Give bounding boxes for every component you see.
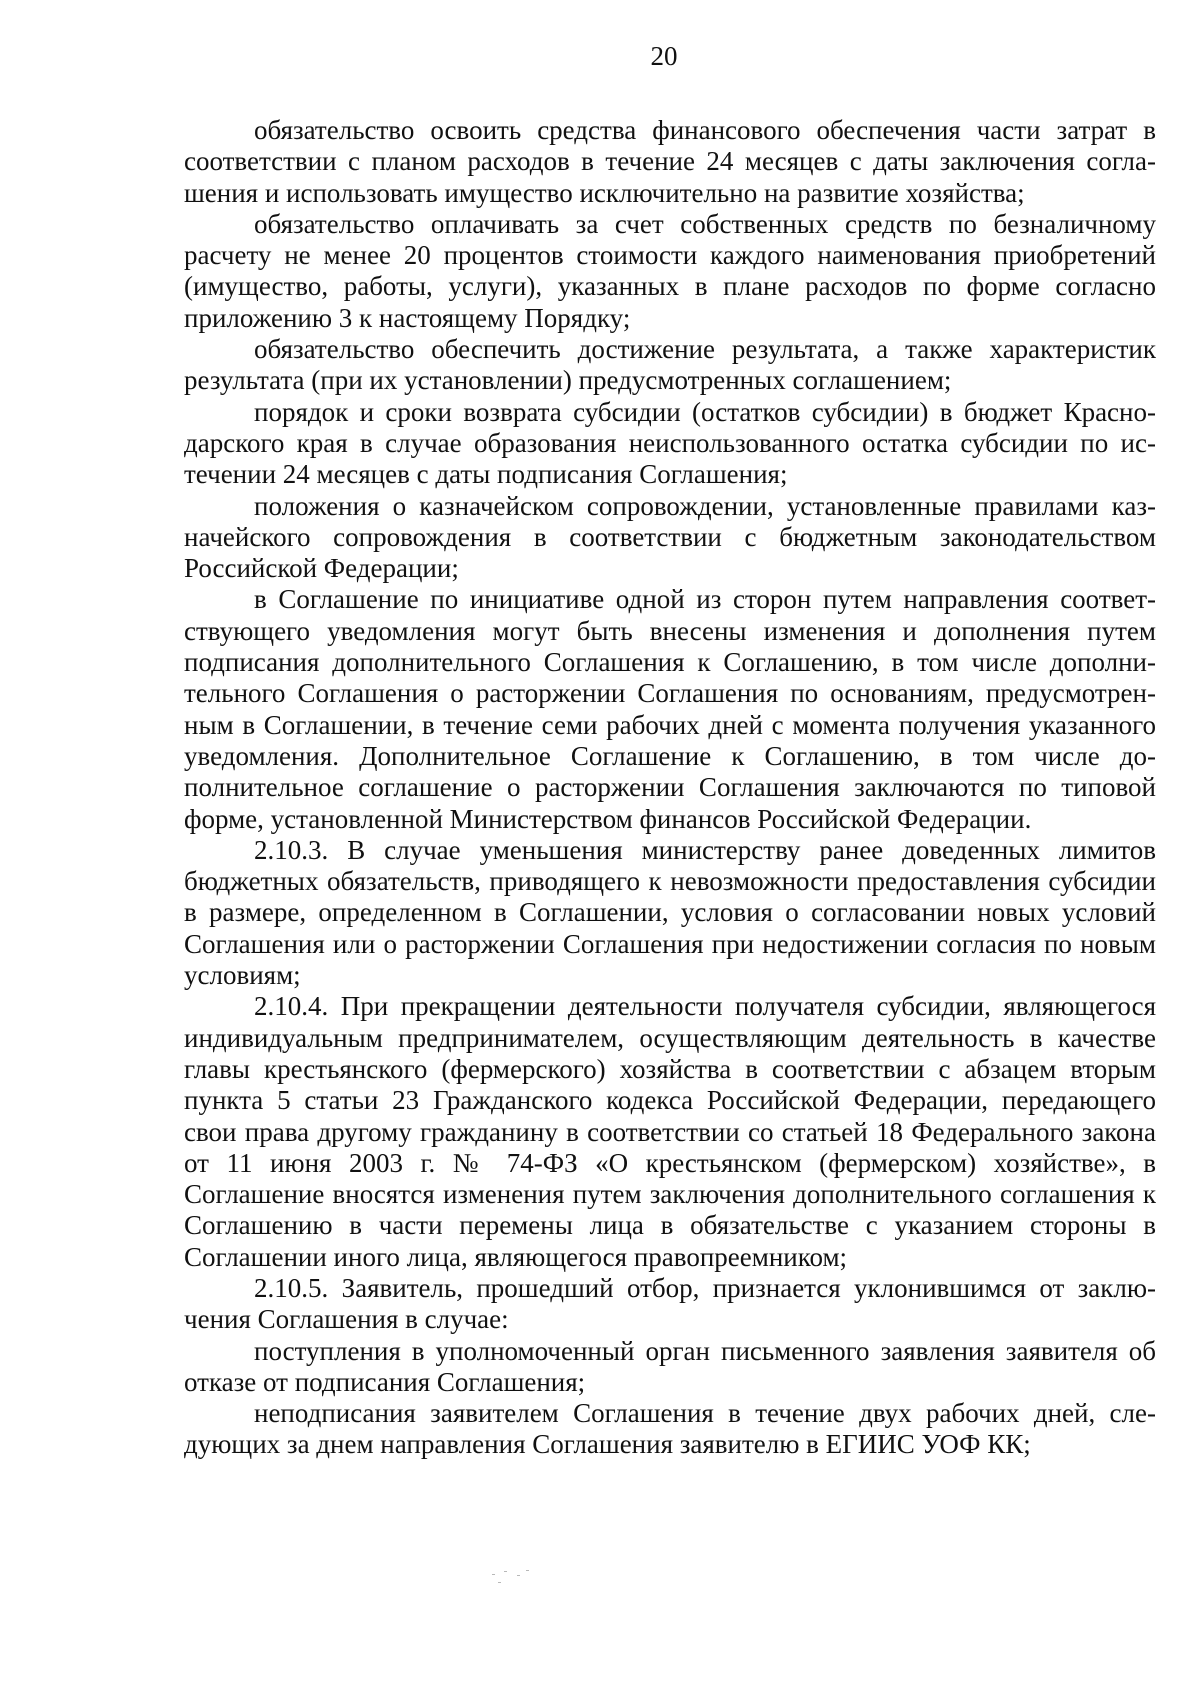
page-number: 20 bbox=[650, 41, 678, 71]
paragraph-treasury-support: положения о казначейском сопровождении, установленные правилами казначейского сопровождения в соответствии с бюджетным законодательством Российской Федерации; bbox=[184, 490, 1156, 584]
paragraph-2-10-3: 2.10.3. В случае уменьшения министерству ранее доведенных лимитов бюджетных обязательств, приводящего к невозможности предоставления субсидии в размере, определенном в Соглашении, условия о согласовании новых условий Соглашения или о расторжении Соглашения при недостижении согласия по новым условиям; bbox=[184, 834, 1156, 991]
paragraph-obligation-achieve-result: обязательство обеспечить достижение результата, а также характеристик результата (при их установлении) предусмотренных соглашением; bbox=[184, 334, 1156, 396]
paragraph-agreement-amendments: в Соглашение по инициативе одной из сторон путем направления соответствующего уведомления могут быть внесены изменения и дополнения путем подписания дополнительного Соглашения к Соглашению, в том числе дополнительного Соглашения о расторжении Соглашения по основаниям, предусмотренным в Соглашении, в течение семи рабочих дней с момента получения указанного уведомления. Дополнительное Соглашение к Соглашению, в том числе дополнительное соглашение о расторжении Соглашения заключаются по типовой форме, установленной Министерством финансов Российской Федерации. bbox=[184, 584, 1156, 834]
paragraph-2-10-5: 2.10.5. Заявитель, прошедший отбор, признается уклонившимся от заключения Соглашения в случае: bbox=[184, 1272, 1156, 1335]
paragraph-refund-procedure: порядок и сроки возврата субсидии (остатков субсидии) в бюджет Краснодарского края в случае образования неиспользованного остатка субсидии по истечении 24 месяцев с даты подписания Соглашения; bbox=[184, 396, 1156, 490]
scan-artifact bbox=[490, 1568, 550, 1588]
paragraph-obligation-pay-own-funds: обязательство оплачивать за счет собственных средств по безналичному расчету не менее 20 процентов стоимости каждого наименования приобретений (имущество, работы, услуги), указанных в плане расходов по форме согласно приложению 3 к настоящему Порядку; bbox=[184, 208, 1156, 333]
paragraph-obligation-spend-funds: обязательство освоить средства финансового обеспечения части затрат в соответствии с планом расходов в течение 24 месяцев с даты заключения соглашения и использовать имущество исключительно на развитие хозяйства; bbox=[184, 115, 1156, 208]
paragraph-written-refusal: поступления в уполномоченный орган письменного заявления заявителя об отказе от подписания Соглашения; bbox=[184, 1335, 1156, 1397]
paragraph-non-signing: неподписания заявителем Соглашения в течение двух рабочих дней, следующих за днем направления Соглашения заявителю в ЕГИИС УОФ КК; bbox=[184, 1398, 1156, 1460]
paragraph-2-10-4: 2.10.4. При прекращении деятельности получателя субсидии, являющегося индивидуальным предпринимателем, осуществляющим деятельность в качестве главы крестьянского (фермерского) хозяйства в соответствии с абзацем вторым пункта 5 статьи 23 Гражданского кодекса Российской Федерации, передающего свои права другому гражданину в соответствии со статьей 18 Федерального закона от 11 июня 2003 г. № 74-ФЗ «О крестьянском (фермерском) хозяйстве», в Соглашение вносятся изменения путем заключения дополнительного соглашения к Соглашению в части перемены лица в обязательстве с указанием стороны в Соглашении иного лица, являющегося правопреемником; bbox=[184, 991, 1156, 1272]
document-body bbox=[184, 115, 1156, 1461]
